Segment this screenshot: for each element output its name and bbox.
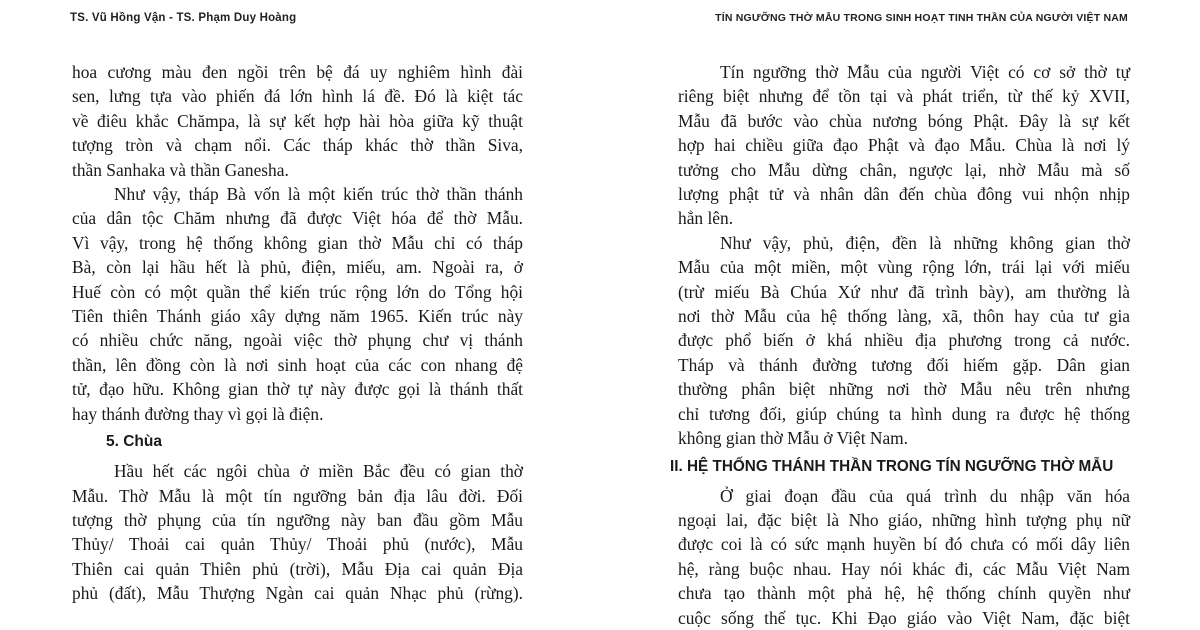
section-heading: II. HỆ THỐNG THÁNH THẦN TRONG TÍN NGƯỠNG THỜ MẪU [670, 457, 1114, 475]
text-line: Tín ngưỡng thờ Mẫu của người Việt có cơ sở thờ tự [720, 62, 1130, 82]
text-line: riêng biệt nhưng để tồn tại và phát triển, từ thế kỷ XVII, [678, 86, 1130, 107]
text-line: Thủy/ Thoải cai quản Thủy/ Thoải phủ (nước), Mẫu [72, 534, 523, 555]
text-line: ngoại lai, đặc biệt là Nho giáo, những hình tượng phụ nữ [678, 509, 1130, 530]
text-line: Tháp và thánh đường tương đối hiếm gặp. Dân gian [678, 354, 1130, 375]
right-page [600, 0, 1200, 630]
text-line: hay thánh đường thay vì gọi là điện. [72, 403, 324, 424]
text-line: cuộc sống thế tục. Khi Đạo giáo vào Việt Nam, đặc biệt [678, 607, 1130, 628]
text-line: sen, lưng tựa vào phiến đá lớn hình lá đề. Đó là kiệt tác [72, 86, 523, 107]
text-line: tượng tròn và chạm nổi. Các tháp khác thờ thần Siva, [72, 135, 523, 156]
paragraph [678, 231, 1130, 451]
text-line: nơi thờ Mẫu của hệ thống làng, xã, thôn hay của tư gia [678, 306, 1130, 327]
left-running-head: TS. Vũ Hồng Vận - TS. Phạm Duy Hoàng [70, 12, 297, 24]
text-line: Huế còn có một quần thể kiến trúc rộng lớn do Tổng hội [72, 281, 523, 302]
text-line: (trừ miếu Bà Chúa Xứ như đã trình bày), am thường là [678, 281, 1130, 302]
paragraph [72, 459, 523, 605]
text-line: hệ, ràng buộc nhau. Hay nói khác đi, các Mẫu Việt Nam [678, 558, 1130, 579]
text-line: thần, lên đồng còn là nơi sinh hoạt của các con nhang đệ [72, 354, 523, 375]
text-line: thường phân biệt những nơi thờ Mẫu nêu trên nhưng [678, 379, 1130, 400]
text-line: tử, đạo hữu. Không gian thờ tự này được gọi là thánh thất [72, 379, 523, 400]
text-line: tượng thờ phụng của tín ngưỡng này ban đầu gồm Mẫu [72, 509, 523, 530]
text-line: có nhiều chức năng, ngoài việc thờ phụng chư vị thánh [72, 330, 523, 351]
paragraph [678, 60, 1130, 231]
text-line: chưa tạo thành một phả hệ, hệ thống chính quyền như [678, 583, 1130, 604]
text-line: được coi là có sức mạnh huyền bí đó chưa có mối dây liên [678, 534, 1130, 555]
right-body-text [670, 60, 1130, 630]
text-line: Ở giai đoạn đầu của quá trình du nhập văn hóa [720, 485, 1130, 506]
text-line: thần Sanhaka và thần Ganesha. [72, 159, 289, 180]
text-line: tưởng cho Mẫu dừng chân, ngược lại, nhờ Mẫu mà số [678, 159, 1130, 180]
text-line: Thiên cai quản Thiên phủ (trời), Mẫu Địa cai quản Địa [72, 558, 523, 579]
text-line: Bà, còn lại hầu hết là phủ, điện, miếu, am. Ngoài ra, ở [72, 257, 523, 278]
paragraph [72, 60, 523, 182]
text-line: hợp hai chiều giữa đạo Phật và đạo Mẫu. Chùa là nơi lý [678, 135, 1130, 156]
text-line: của dân tộc Chăm nhưng đã được Việt hóa để thờ Mẫu. [72, 208, 523, 229]
paragraph [678, 484, 1130, 630]
right-running-head: TÍN NGƯỠNG THỜ MẪU TRONG SINH HOẠT TINH THẦN CỦA NGƯỜI VIỆT NAM [715, 12, 1128, 24]
paragraph [72, 182, 523, 426]
text-line: được phổ biến ở khá nhiều địa phương trong cả nước. [678, 330, 1130, 351]
text-line: Như vậy, tháp Bà vốn là một kiến trúc thờ thần thánh [114, 184, 523, 205]
text-line: hoa cương màu đen ngồi trên bệ đá uy nghiêm hình đài [72, 62, 523, 82]
text-line: Mẫu. Thờ Mẫu là một tín ngưỡng bản địa lâu đời. Đối [72, 485, 523, 506]
text-line: Như vậy, phủ, điện, đền là những không gian thờ [720, 232, 1130, 253]
left-body-text [72, 60, 523, 606]
text-line: Hầu hết các ngôi chùa ở miền Bắc đều có gian thờ [114, 461, 523, 482]
text-line: Mẫu đã bước vào chùa nương bóng Phật. Đây là sự kết [678, 110, 1130, 131]
text-line: Vì vậy, trong hệ thống không gian thờ Mẫu chỉ có tháp [72, 232, 523, 253]
text-line: không gian thờ Mẫu ở Việt Nam. [678, 428, 909, 449]
text-line: Tiên thiên Thánh giáo xây dựng năm 1965. Kiến trúc này [72, 306, 523, 327]
text-line: phủ (đất), Mẫu Thượng Ngàn cai quản Nhạc phủ (rừng). [72, 583, 523, 604]
text-line: hẳn lên. [678, 208, 734, 229]
section-heading: 5. Chùa [106, 433, 162, 451]
text-line: lượng phật tử và nhân dân đến chùa đông vui nhộn nhịp [678, 184, 1130, 205]
text-line: về điêu khắc Chămpa, là sự kết hợp hài hòa giữa kỹ thuật [72, 110, 523, 131]
text-line: chỉ tương đối, giúp chúng ta hình dung ra được hệ thống [678, 403, 1130, 424]
text-line: Mẫu của một miền, một vùng rộng lớn, trái lại với miếu [678, 257, 1130, 278]
